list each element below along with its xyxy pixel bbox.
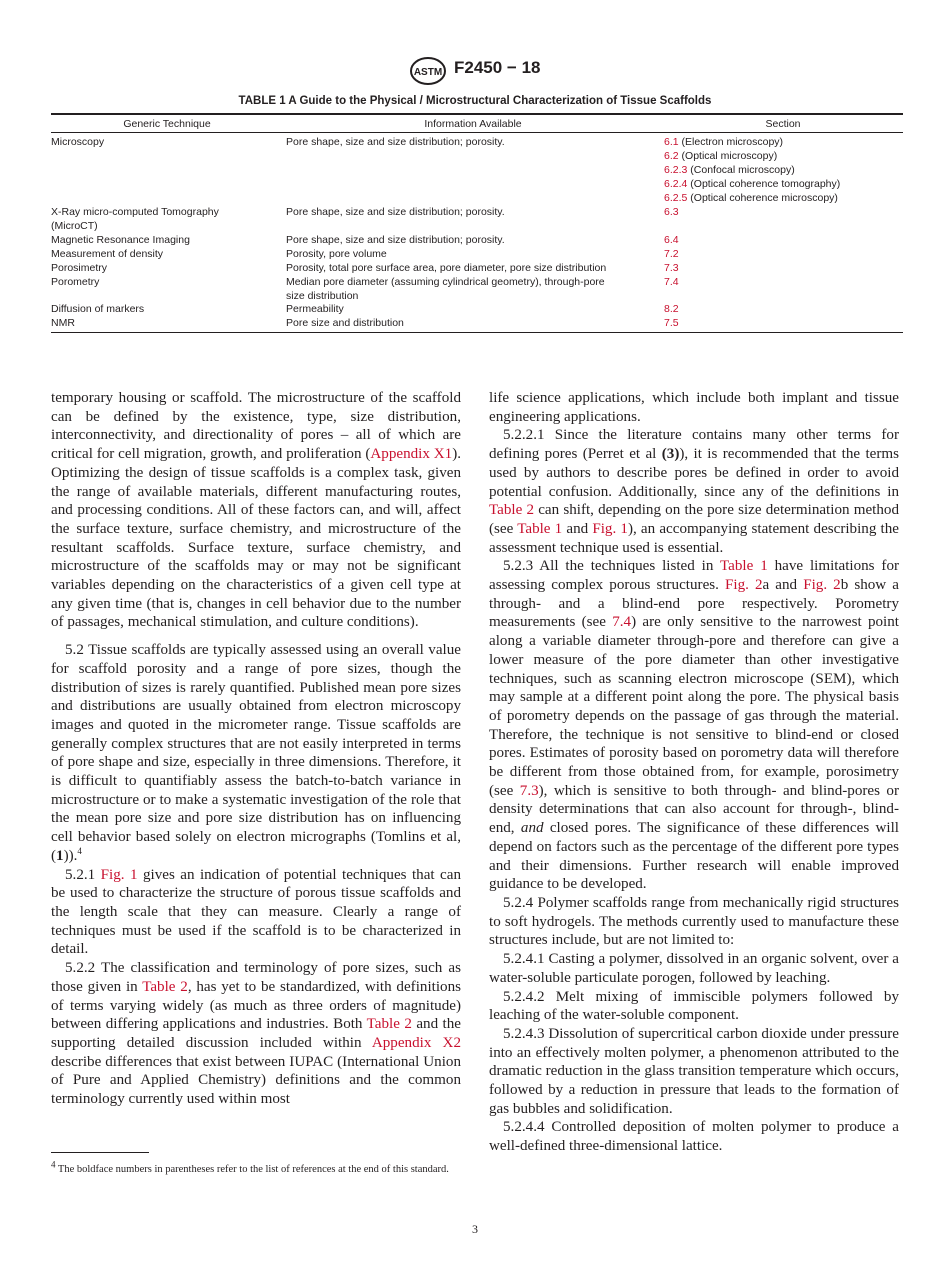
technique-cell: Microscopy (51, 136, 105, 148)
section-link[interactable]: 6.4 (664, 234, 679, 246)
paragraph: life science applications, which include both implant and tissue engineering applications. (489, 390, 899, 425)
paragraph-5-2-4: 5.2.4 Polymer scaffolds range from mechanically rigid structures to soft hydrogels. The methods currently used to manufacture these structures include, but are not limited to: (489, 894, 899, 949)
info-cell: Pore size and distribution (286, 317, 404, 329)
section-link[interactable]: 7.5 (664, 317, 679, 329)
info-cell: Permeability (286, 303, 344, 315)
appendix-x1-link[interactable]: Appendix X1 (370, 446, 453, 463)
section-link[interactable]: 6.2.3 (664, 164, 688, 176)
footnote-rule (51, 1152, 149, 1153)
emphasis: and (520, 820, 544, 837)
text-run: ), which is sensitive to both through- and blind-pores or density determinations that can also account for through-, blind-end, (489, 782, 899, 837)
info-cell: Pore shape, size and size distribution; porosity. (286, 206, 505, 218)
technique-cell: NMR (51, 317, 75, 329)
section-link[interactable]: 7.4 (664, 276, 679, 288)
fig-2-link[interactable]: Fig. 2 (725, 577, 763, 594)
section-desc: (Optical coherence microscopy) (687, 192, 838, 204)
text-run: a and (762, 577, 804, 594)
table-top-rule (51, 113, 903, 115)
table-1-link[interactable]: Table 1 (720, 558, 768, 575)
text-run: can shift, depending on the pore size determination method (see (489, 502, 899, 537)
section-link[interactable]: 7.3 (664, 262, 679, 274)
section-desc: (Confocal microscopy) (687, 164, 795, 176)
fig-2-link[interactable]: Fig. 2 (803, 577, 841, 594)
text-run: ). Optimizing the design of tissue scaffolds is a complex task, given the range of available materials, different manufacturing routes, and processing conditions. All of these factors can, and will, affect the surface texture, surface chemistry, and microstructure of the resultant scaffolds. Surface texture, surface chemistry, and microstructure of the scaffolds may or may not be significant variables depending on the characteristics of a given cell type at any given time (that is, changes in cell behavior due to the number of passages, mechanical stimulation, and culture conditions). (51, 446, 462, 631)
table-2-link[interactable]: Table 2 (142, 978, 188, 995)
section-link[interactable]: 6.2 (664, 150, 679, 162)
text-run: temporary housing or scaffold. The microstructure of the scaffold can be defined by the existence, type, size distribution, interconnectivity, and directionality of pores – all of which are critical for cell migration, growth, and proliferation ( (51, 390, 461, 463)
column-header-section: Section (765, 118, 801, 130)
paragraph-5-2 (51, 641, 461, 865)
info-cell: Pore shape, size and size distribution; porosity. (286, 234, 505, 246)
info-cell-cont: size distribution (286, 290, 359, 302)
technique-cell: Porometry (51, 276, 100, 288)
info-cell: Porosity, pore volume (286, 248, 387, 260)
footnote (51, 1159, 461, 1177)
paragraph-5-2-1 (51, 866, 461, 960)
technique-cell: Magnetic Resonance Imaging (51, 234, 190, 246)
left-column (51, 389, 461, 1109)
text-run: )). (63, 847, 78, 864)
column-header-info: Information Available (424, 118, 522, 130)
page-header (0, 56, 950, 86)
paragraph-5-2-4-3: 5.2.4.3 Dissolution of supercritical carbon dioxide under pressure into an effectively molten polymer, a phenomenon attributed to the dramatic reduction in the glass transition temperature which occurs, followed by a reduction in pressure that leads to the formation of gas bubbles and solidification. (489, 1025, 899, 1117)
section-7-4-link[interactable]: 7.4 (612, 614, 632, 631)
reference-number[interactable]: 1 (56, 847, 64, 864)
text-run: and (562, 520, 593, 537)
logo-text: ASTM (413, 67, 443, 78)
section-desc: (Optical coherence tomography) (687, 178, 841, 190)
text-run: 5.2.2.1 Since the literature contains many other terms for defining pores (Perret et al (489, 427, 899, 463)
text-run: and the supporting detailed discussion included within (51, 1016, 462, 1051)
table-bottom-rule (51, 332, 903, 333)
text-run: 5.2 Tissue scaffolds are typically assessed using an overall value for scaffold porosity and a range of pore sizes, though the distribution of sizes is rarely quantified. Published mean pore sizes and distributions are usually obtained from electron microscopy images and quoted in the micrometer range. Tissue scaffolds are generally complex structures that are not easily interpreted in terms of pore shape and size, especially in three dimensions. Therefore, it is difficult to quantifiably assess the batch-to-batch variance in microstructure or to make a systematic investigation of the role that the mean pore size and pore size distribution has on influencing cell behavior based solely on electron micrographs (Tomlins et al, ( (51, 642, 461, 864)
fig-1-link[interactable]: Fig. 1 (100, 866, 138, 883)
section-link[interactable]: 6.3 (664, 206, 679, 218)
table-header-rule (51, 132, 903, 133)
table-2-link[interactable]: Table 2 (366, 1016, 412, 1033)
technique-cell: X-Ray micro-computed Tomography (51, 206, 219, 218)
text-run: describe differences that exist between IUPAC (International Union of Pure and Applied Chemistry) definitions and the common terminology currently used within most (51, 1053, 461, 1108)
section-7-3-link[interactable]: 7.3 (519, 782, 539, 799)
technique-cell-cont: (MicroCT) (51, 220, 98, 232)
table-title: TABLE 1 A Guide to the Physical / Microstructural Characterization of Tissue Scaffolds (238, 95, 712, 107)
paragraph-5-2-4-2: 5.2.4.2 Melt mixing of immiscible polymers followed by leaching of the water-soluble component. (489, 988, 899, 1024)
section-desc: (Electron microscopy) (678, 136, 784, 148)
info-cell: Pore shape, size and size distribution; porosity. (286, 136, 505, 148)
text-run: closed pores. The significance of these differences will depend on factors such as the percentage of the different pore types and their dimensions. Further research will enable improved guidance to be developed. (489, 820, 899, 893)
text-run: 5.2.2 The classification and terminology of pore sizes, such as those given in (51, 960, 461, 995)
paragraph-5-2-4-1: 5.2.4.1 Casting a polymer, dissolved in an organic solvent, over a water-soluble particulate porogen, followed by leaching. (489, 951, 899, 986)
text-run: have limitations for assessing complex porous structures. (489, 558, 900, 594)
column-header-technique: Generic Technique (123, 118, 211, 130)
section-link[interactable]: 7.2 (664, 248, 679, 260)
text-run: , has yet to be standardized, with definitions of terms varying widely (as much as three orders of magnitude) between differing applications and industries. Both (51, 978, 461, 1033)
paragraph (51, 389, 461, 632)
section-desc: (Optical microscopy) (678, 150, 778, 162)
paragraph-5-2-2-1 (489, 426, 899, 557)
section-link[interactable]: 8.2 (664, 303, 679, 315)
text-run: b show a through- and a blind-end pore respectively. Porometry measurements (see (489, 577, 899, 631)
right-column (489, 389, 899, 1156)
paragraph-5-2-2 (51, 959, 461, 1109)
footnote-number: 4 (51, 1159, 56, 1170)
table-2-link[interactable]: Table 2 (489, 502, 535, 519)
technique-cell: Diffusion of markers (51, 303, 145, 315)
section-link[interactable]: 6.1 (664, 136, 679, 148)
technique-cell: Porosimetry (51, 262, 108, 274)
table-1-link[interactable]: Table 1 (517, 520, 563, 537)
footnote-text: The boldface numbers in parentheses refer to the list of references at the end of this standard. (55, 1164, 449, 1175)
paragraph-5-2-4-4: 5.2.4.4 Controlled deposition of molten polymer to produce a well-defined three-dimensional lattice. (489, 1119, 899, 1155)
info-cell: Median pore diameter (assuming cylindrical geometry), through-pore (286, 276, 605, 288)
standard-designation: F2450 − 18 (454, 58, 541, 77)
text-run: 5.2.1 (65, 866, 101, 883)
astm-logo-icon (408, 56, 448, 86)
text-run: gives an indication of potential techniques that can be used to characterize the structure of porous tissue scaffolds and the length scale that they can measure. Clearly a range of techniques must be used if the scaffold is to be characterized in detail. (51, 866, 461, 958)
text-run: ), it is recommended that the terms used by authors to describe pores be defined in order to avoid potential confusion. Additionally, since any of the definitions in (489, 446, 899, 500)
appendix-x2-link[interactable]: Appendix X2 (371, 1034, 461, 1051)
section-link[interactable]: 6.2.5 (664, 192, 688, 204)
footnote-mark[interactable]: 4 (77, 845, 82, 856)
technique-cell: Measurement of density (51, 248, 164, 260)
fig-1-link[interactable]: Fig. 1 (592, 520, 628, 537)
info-cell: Porosity, total pore surface area, pore diameter, pore size distribution (286, 262, 607, 274)
reference-number[interactable]: (3) (661, 446, 680, 463)
text-run: 5.2.3 All the techniques listed in (503, 558, 721, 575)
page-number: 3 (472, 1222, 478, 1236)
text-run: ), an accompanying statement describing the assessment technique used is essential. (489, 520, 899, 556)
paragraph-5-2-3 (489, 557, 899, 894)
section-link[interactable]: 6.2.4 (664, 178, 688, 190)
text-run: ) are only sensitive to the narrowest point along a variable diameter through-pore and therefore can give a lower measure of the pore diameter than other investigative techniques, such as scanning electron microscope (SEM), which may sample at a different point along the pore. The physical basis of porometry depends on the passage of gas through the material. Therefore, the technique is not sensitive to blind-end or closed pores. Estimates of porosity based on porometry data will therefore be different from those obtained from, for example, porosimetry (see (489, 614, 899, 799)
